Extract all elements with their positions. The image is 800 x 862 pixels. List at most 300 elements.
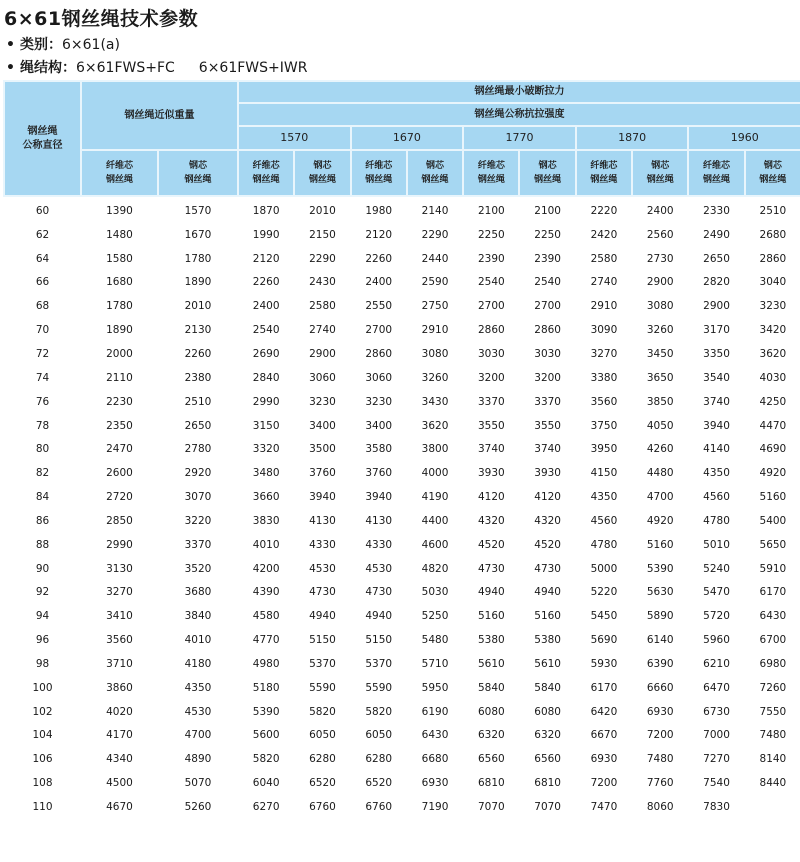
cell-1770_iwr: 5380: [534, 634, 561, 647]
header-sub-fiber-core: 纤维芯 钢丝绳: [576, 150, 632, 196]
cell-1870_iwr: 3650: [646, 371, 674, 384]
cell-1870_fc: 6930: [590, 753, 618, 766]
cell-1670_iwr: 2590: [421, 276, 449, 289]
cell-1770_fc: 7070: [477, 801, 505, 814]
cell-1570_iwr: 3400: [309, 419, 336, 432]
cell-1870_iwr: 8060: [646, 801, 674, 814]
cell-weight_fc: 1580: [106, 252, 133, 265]
cell-1960_fc: 3170: [703, 324, 730, 337]
cell-1570_fc: 4770: [252, 634, 280, 647]
table-row: [4, 557, 800, 581]
cell-weight_fc: 3130: [106, 562, 133, 575]
cell-1770_iwr: 3370: [534, 395, 561, 408]
cell-1770_iwr: 2540: [534, 276, 561, 289]
table-row: [4, 771, 800, 795]
table-row: [4, 247, 800, 271]
cell-1870_fc: 7200: [590, 777, 618, 790]
cell-1960_iwr: 6980: [759, 657, 787, 670]
cell-1770_fc: 4940: [477, 586, 505, 599]
cell-weight_iwr: 1780: [184, 252, 212, 265]
cell-1670_iwr: 7190: [421, 801, 449, 814]
cell-1570_iwr: 5150: [309, 634, 336, 647]
cell-1870_fc: 5690: [590, 634, 618, 647]
cell-1870_fc: 5220: [590, 586, 618, 599]
cell-weight_iwr: 5260: [184, 801, 212, 814]
cell-diameter: 80: [35, 443, 50, 456]
cell-1770_iwr: 2100: [534, 204, 561, 217]
cell-1570_iwr: 2900: [309, 347, 336, 360]
cell-1670_fc: 1980: [365, 204, 393, 217]
cell-1770_iwr: 5160: [534, 610, 561, 623]
header-weight-group: 钢丝绳近似重量: [81, 81, 238, 150]
cell-1870_fc: 6420: [590, 705, 618, 718]
cell-1870_iwr: 5890: [646, 610, 674, 623]
cell-weight_fc: 2110: [106, 371, 133, 384]
cell-1870_fc: 2420: [590, 228, 618, 241]
cell-1570_iwr: 6760: [309, 801, 336, 814]
cell-1670_iwr: 2910: [421, 324, 449, 337]
table-row: [4, 604, 800, 628]
cell-1770_fc: 2390: [477, 252, 505, 265]
cell-1870_iwr: 4700: [646, 491, 674, 504]
table-row: [4, 318, 800, 342]
cell-diameter: 92: [35, 586, 50, 599]
cell-1670_iwr: 6430: [421, 729, 449, 742]
cell-weight_fc: 2470: [106, 443, 133, 456]
table-row: [4, 294, 800, 318]
cell-1960_fc: 6470: [703, 681, 730, 694]
cell-1870_fc: 6670: [590, 729, 618, 742]
cell-1960_iwr: 4470: [759, 419, 787, 432]
header-sub-steel-core: 钢芯 钢丝绳: [158, 150, 238, 196]
cell-1770_fc: 5160: [477, 610, 505, 623]
category-line: [6, 34, 120, 54]
cell-1770_fc: 2540: [477, 276, 505, 289]
cell-1770_fc: 6810: [477, 777, 505, 790]
cell-1770_fc: 4520: [477, 538, 505, 551]
cell-diameter: 74: [35, 371, 50, 384]
cell-1960_fc: 2490: [703, 228, 730, 241]
cell-1770_iwr: 2860: [534, 324, 561, 337]
cell-1870_fc: 4150: [590, 467, 618, 480]
cell-1870_fc: 4780: [590, 538, 618, 551]
cell-1670_iwr: 3430: [421, 395, 449, 408]
cell-1870_iwr: 6140: [646, 634, 674, 647]
table-row: [4, 509, 800, 533]
cell-diameter: 90: [35, 562, 50, 575]
category-label: 类别：: [20, 37, 62, 53]
cell-1770_fc: 2100: [477, 204, 505, 217]
cell-weight_fc: 4170: [106, 729, 133, 742]
cell-1770_iwr: 3200: [534, 371, 561, 384]
cell-1960_fc: 4780: [703, 514, 730, 527]
cell-1670_iwr: 5250: [421, 610, 449, 623]
cell-1960_iwr: 6700: [759, 634, 787, 647]
cell-1570_iwr: 3500: [309, 443, 336, 456]
cell-1670_fc: 3760: [365, 467, 393, 480]
cell-weight_fc: 2000: [106, 347, 133, 360]
cell-diameter: 100: [32, 681, 53, 694]
cell-1960_fc: 3350: [703, 347, 730, 360]
cell-diameter: 72: [35, 347, 50, 360]
cell-1870_fc: 5930: [590, 657, 618, 670]
cell-1670_iwr: 2290: [421, 228, 449, 241]
cell-1770_fc: 5610: [477, 657, 505, 670]
cell-1770_iwr: 6320: [534, 729, 561, 742]
cell-1870_fc: 4560: [590, 514, 618, 527]
cell-1670_fc: 2550: [365, 300, 393, 313]
cell-1770_iwr: 3550: [534, 419, 561, 432]
cell-weight_iwr: 4180: [184, 657, 212, 670]
cell-1570_iwr: 3760: [309, 467, 336, 480]
cell-1870_iwr: 6930: [646, 705, 674, 718]
cell-1670_fc: 3060: [365, 371, 393, 384]
cell-weight_fc: 3560: [106, 634, 133, 647]
cell-1770_iwr: 4320: [534, 514, 561, 527]
page-title: 6×61钢丝绳技术参数: [4, 8, 199, 30]
cell-1770_iwr: 3930: [534, 467, 561, 480]
cell-1770_fc: 4320: [477, 514, 505, 527]
cell-1960_fc: 5010: [703, 538, 730, 551]
cell-1770_iwr: 6560: [534, 753, 561, 766]
cell-1570_fc: 3150: [252, 419, 280, 432]
header-grade-1870: 1870: [576, 126, 689, 150]
structure-line: [6, 57, 307, 77]
cell-diameter: 78: [35, 419, 50, 432]
cell-1870_iwr: 6660: [646, 681, 674, 694]
cell-1570_iwr: 3060: [309, 371, 336, 384]
header-sub-steel-core: 钢芯 钢丝绳: [745, 150, 800, 196]
header-grade-1570: 1570: [238, 126, 351, 150]
cell-diameter: 86: [35, 514, 50, 527]
cell-1770_fc: 3550: [477, 419, 505, 432]
cell-diameter: 106: [32, 753, 53, 766]
cell-1960_iwr: 5400: [759, 514, 787, 527]
cell-1670_fc: 5150: [365, 634, 393, 647]
cell-1570_fc: 4200: [252, 562, 280, 575]
cell-diameter: 82: [35, 467, 50, 480]
cell-1870_fc: 7470: [590, 801, 618, 814]
cell-diameter: 108: [32, 777, 53, 790]
cell-weight_iwr: 2380: [184, 371, 212, 384]
cell-1770_fc: 6560: [477, 753, 505, 766]
cell-1870_iwr: 7480: [646, 753, 674, 766]
cell-1670_fc: 3580: [365, 443, 393, 456]
cell-weight_iwr: 1890: [184, 276, 212, 289]
cell-1960_fc: 5240: [703, 562, 730, 575]
cell-weight_fc: 3270: [106, 586, 133, 599]
cell-1770_iwr: 2700: [534, 300, 561, 313]
cell-diameter: 62: [35, 228, 50, 241]
header-tensile-strength-group: 钢丝绳公称抗拉强度: [238, 103, 800, 126]
header-sub-steel-core: 钢芯 钢丝绳: [294, 150, 350, 196]
spec-table: [3, 80, 800, 819]
cell-1960_iwr: 3420: [759, 324, 787, 337]
cell-1670_fc: 5370: [365, 657, 393, 670]
cell-1670_iwr: 5710: [421, 657, 449, 670]
cell-1770_iwr: 5840: [534, 681, 561, 694]
cell-1570_fc: 5820: [252, 753, 280, 766]
cell-1670_fc: 3230: [365, 395, 393, 408]
cell-weight_iwr: 1670: [184, 228, 212, 241]
cell-diameter: 102: [32, 705, 53, 718]
cell-1870_iwr: 5390: [646, 562, 674, 575]
table-row: [4, 533, 800, 557]
table-row: [4, 747, 800, 771]
cell-1670_fc: 4130: [365, 514, 393, 527]
table-row: [4, 628, 800, 652]
cell-1960_fc: 5470: [703, 586, 730, 599]
table-row: [4, 437, 800, 461]
cell-1870_fc: 2580: [590, 252, 618, 265]
cell-1570_fc: 3660: [252, 491, 280, 504]
cell-1570_fc: 2990: [252, 395, 280, 408]
cell-diameter: 98: [35, 657, 50, 670]
header-grade-1770: 1770: [463, 126, 576, 150]
cell-diameter: 68: [35, 300, 50, 313]
cell-1960_fc: 3740: [703, 395, 730, 408]
cell-1960_iwr: 2860: [759, 252, 787, 265]
cell-1770_iwr: 4940: [534, 586, 561, 599]
bullet-icon: •: [6, 60, 15, 76]
cell-diameter: 64: [35, 252, 50, 265]
cell-weight_fc: 2600: [106, 467, 133, 480]
cell-1960_iwr: 7480: [759, 729, 787, 742]
cell-1770_fc: 3200: [477, 371, 505, 384]
table-row: [4, 676, 800, 700]
cell-diameter: 60: [35, 204, 50, 217]
cell-1770_fc: 3930: [477, 467, 505, 480]
cell-1570_iwr: 2150: [309, 228, 336, 241]
structure-value-fc: 6×61FWS+FC: [76, 60, 175, 76]
cell-weight_iwr: 2920: [184, 467, 212, 480]
cell-1570_iwr: 4530: [309, 562, 336, 575]
table-row: [4, 581, 800, 605]
cell-1870_iwr: 4480: [646, 467, 674, 480]
cell-weight_iwr: 3520: [184, 562, 212, 575]
cell-1960_iwr: 5910: [759, 562, 787, 575]
cell-1670_iwr: 5480: [421, 634, 449, 647]
cell-1770_iwr: 2390: [534, 252, 561, 265]
cell-diameter: 110: [32, 801, 53, 814]
cell-1960_iwr: 8440: [759, 777, 787, 790]
cell-1870_iwr: 2900: [646, 276, 674, 289]
table-header: [4, 81, 800, 196]
cell-1960_iwr: 3040: [759, 276, 787, 289]
cell-1570_fc: 6270: [252, 801, 280, 814]
cell-1870_iwr: 3080: [646, 300, 674, 313]
cell-1570_iwr: 3230: [309, 395, 336, 408]
cell-1670_fc: 6280: [365, 753, 393, 766]
cell-1570_fc: 5180: [252, 681, 280, 694]
cell-1670_fc: 6050: [365, 729, 393, 742]
cell-1870_fc: 4350: [590, 491, 618, 504]
cell-1870_iwr: 7200: [646, 729, 674, 742]
cell-diameter: 66: [35, 276, 50, 289]
cell-1570_fc: 4580: [252, 610, 280, 623]
cell-1960_iwr: 3620: [759, 347, 787, 360]
cell-1960_iwr: 4920: [759, 467, 787, 480]
cell-weight_fc: 2720: [106, 491, 133, 504]
cell-1670_iwr: 3260: [421, 371, 449, 384]
cell-1570_iwr: 6050: [309, 729, 336, 742]
header-grade-1670: 1670: [351, 126, 464, 150]
cell-diameter: 70: [35, 324, 50, 337]
cell-1570_fc: 5600: [252, 729, 280, 742]
cell-1770_iwr: 7070: [534, 801, 561, 814]
cell-1960_iwr: 6170: [759, 586, 787, 599]
cell-1960_fc: 6210: [703, 657, 730, 670]
cell-1960_iwr: 3230: [759, 300, 787, 313]
cell-1570_iwr: 2290: [309, 252, 336, 265]
cell-weight_iwr: 1570: [184, 204, 212, 217]
cell-1770_iwr: 6810: [534, 777, 561, 790]
cell-diameter: 88: [35, 538, 50, 551]
cell-1870_iwr: 3850: [646, 395, 674, 408]
cell-1670_fc: 4940: [365, 610, 393, 623]
cell-1870_fc: 3950: [590, 443, 618, 456]
cell-1960_iwr: 8140: [759, 753, 787, 766]
cell-1870_iwr: 4260: [646, 443, 674, 456]
cell-1770_fc: 6320: [477, 729, 505, 742]
cell-1770_iwr: 3740: [534, 443, 561, 456]
cell-1670_fc: 6760: [365, 801, 393, 814]
table-row: [4, 724, 800, 748]
cell-1870_iwr: 3260: [646, 324, 674, 337]
cell-1570_fc: 4390: [252, 586, 280, 599]
cell-1670_fc: 2260: [365, 252, 393, 265]
cell-weight_fc: 1680: [106, 276, 133, 289]
cell-1870_fc: 2740: [590, 276, 618, 289]
cell-1870_fc: 2220: [590, 204, 618, 217]
cell-1670_fc: 4730: [365, 586, 393, 599]
cell-weight_fc: 1390: [106, 204, 133, 217]
cell-1870_fc: 2910: [590, 300, 618, 313]
cell-weight_fc: 1780: [106, 300, 133, 313]
cell-1960_fc: 7000: [703, 729, 730, 742]
cell-weight_iwr: 4890: [184, 753, 212, 766]
cell-1570_fc: 2540: [252, 324, 280, 337]
cell-1870_fc: 6170: [590, 681, 618, 694]
cell-1570_fc: 2840: [252, 371, 280, 384]
header-diameter: [4, 81, 81, 196]
cell-weight_iwr: 2510: [184, 395, 212, 408]
cell-weight_iwr: 4350: [184, 681, 212, 694]
cell-1670_iwr: 2440: [421, 252, 449, 265]
cell-1670_iwr: 4600: [421, 538, 449, 551]
cell-diameter: 94: [35, 610, 50, 623]
cell-diameter: 104: [32, 729, 53, 742]
structure-value-iwr: 6×61FWS+IWR: [198, 60, 308, 76]
cell-1570_fc: 1990: [252, 228, 280, 241]
cell-1770_fc: 3370: [477, 395, 505, 408]
cell-weight_iwr: 3840: [184, 610, 212, 623]
cell-1570_iwr: 6280: [309, 753, 336, 766]
table-row: [4, 223, 800, 247]
cell-1770_fc: 4730: [477, 562, 505, 575]
cell-1670_fc: 3400: [365, 419, 393, 432]
cell-weight_fc: 4340: [106, 753, 133, 766]
table-row: [4, 342, 800, 366]
category-value: 6×61(a): [62, 37, 120, 53]
cell-weight_iwr: 4530: [184, 705, 212, 718]
cell-1570_fc: 3830: [252, 514, 280, 527]
cell-1870_fc: 5450: [590, 610, 618, 623]
cell-weight_fc: 3410: [106, 610, 133, 623]
cell-1570_fc: 4980: [252, 657, 280, 670]
cell-1770_iwr: 4520: [534, 538, 561, 551]
cell-1670_iwr: 3620: [421, 419, 449, 432]
cell-1570_iwr: 2740: [309, 324, 336, 337]
cell-1870_fc: 5000: [590, 562, 618, 575]
cell-1570_fc: 4010: [252, 538, 280, 551]
cell-1670_fc: 5590: [365, 681, 393, 694]
cell-1670_iwr: 6190: [421, 705, 449, 718]
cell-weight_fc: 3710: [106, 657, 133, 670]
cell-1770_iwr: 2250: [534, 228, 561, 241]
cell-1960_fc: 2330: [703, 204, 730, 217]
cell-1960_iwr: 2510: [759, 204, 787, 217]
cell-1770_fc: 3740: [477, 443, 505, 456]
cell-1960_fc: 6730: [703, 705, 730, 718]
cell-1870_iwr: 2400: [646, 204, 674, 217]
table-body: [4, 196, 800, 819]
header-sub-fiber-core: 纤维芯 钢丝绳: [351, 150, 407, 196]
cell-1670_fc: 2700: [365, 324, 393, 337]
cell-1960_fc: 4140: [703, 443, 730, 456]
cell-weight_iwr: 3680: [184, 586, 212, 599]
cell-1960_fc: 2820: [703, 276, 730, 289]
table-row: [4, 196, 800, 223]
cell-1870_fc: 3090: [590, 324, 618, 337]
table-row: [4, 366, 800, 390]
table-row: [4, 795, 800, 819]
cell-1570_fc: 2690: [252, 347, 280, 360]
cell-1960_iwr: 6430: [759, 610, 787, 623]
header-sub-fiber-core: 纤维芯 钢丝绳: [81, 150, 158, 196]
cell-1960_fc: 4350: [703, 467, 730, 480]
cell-1770_fc: 4120: [477, 491, 505, 504]
cell-1570_fc: 5390: [252, 705, 280, 718]
header-sub-row: [4, 150, 800, 196]
cell-diameter: 84: [35, 491, 50, 504]
header-sub-steel-core: 钢芯 钢丝绳: [519, 150, 575, 196]
cell-1570_iwr: 3940: [309, 491, 336, 504]
cell-1670_iwr: 4400: [421, 514, 449, 527]
cell-1770_fc: 5840: [477, 681, 505, 694]
cell-weight_iwr: 3220: [184, 514, 212, 527]
cell-1960_iwr: 5650: [759, 538, 787, 551]
cell-weight_iwr: 4700: [184, 729, 212, 742]
cell-1570_iwr: 4940: [309, 610, 336, 623]
cell-1670_fc: 4530: [365, 562, 393, 575]
cell-1570_iwr: 5820: [309, 705, 336, 718]
cell-1570_fc: 2120: [252, 252, 280, 265]
cell-1960_fc: 2650: [703, 252, 730, 265]
cell-1770_iwr: 6080: [534, 705, 561, 718]
cell-weight_iwr: 3070: [184, 491, 212, 504]
cell-1570_iwr: 5590: [309, 681, 336, 694]
cell-diameter: 96: [35, 634, 50, 647]
cell-weight_iwr: 2010: [184, 300, 212, 313]
cell-1870_iwr: 4050: [646, 419, 674, 432]
cell-1960_iwr: 7550: [759, 705, 787, 718]
cell-1960_fc: 5720: [703, 610, 730, 623]
cell-1770_fc: 3030: [477, 347, 505, 360]
cell-1960_fc: 3940: [703, 419, 730, 432]
cell-1570_fc: 1870: [252, 204, 280, 217]
cell-1960_iwr: 4690: [759, 443, 787, 456]
